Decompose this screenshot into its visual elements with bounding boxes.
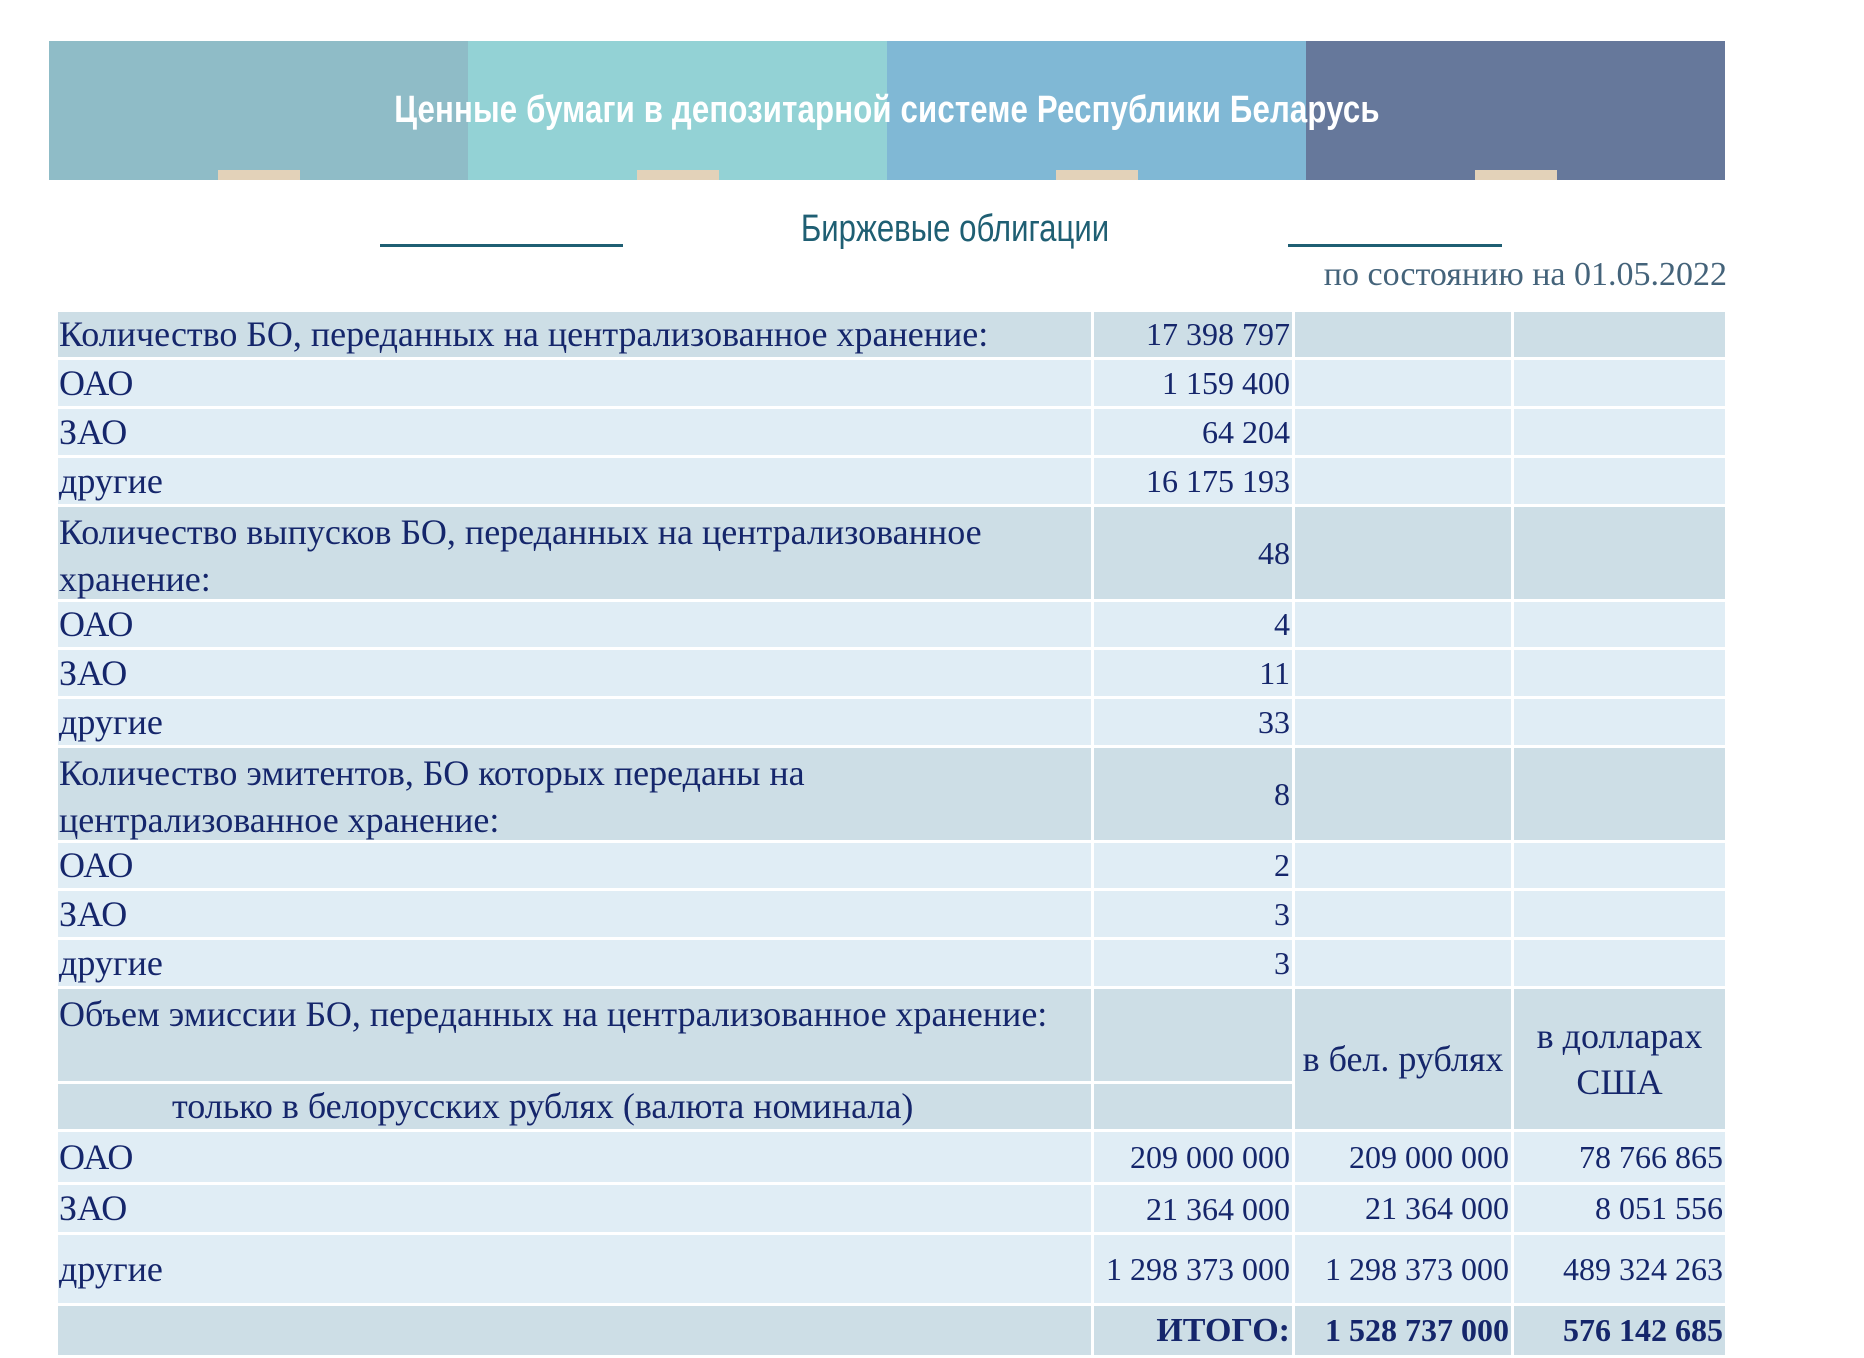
section-3-label: Количество эмитентов, БО которых переданы на централизованное хранение: [58,748,1094,843]
column-header-byn: в бел. рублях [1295,989,1514,1132]
empty-cell [1514,507,1725,602]
total-usd: 576 142 685 [1514,1306,1725,1358]
column-header-usd: в долларах США [1514,989,1725,1132]
empty-cell [1295,360,1514,409]
section-4-row-other: другие [58,1235,1094,1306]
section-2-row-oao-value: 4 [1094,602,1295,650]
section-4-row-zao-byn: 21 364 000 [1295,1185,1514,1235]
empty-cell [1514,409,1725,458]
section-2-value: 48 [1094,507,1295,602]
empty-cell [1094,989,1295,1084]
empty-cell [1295,843,1514,891]
empty-cell [1514,360,1725,409]
empty-cell [1295,891,1514,940]
section-3-row-oao-value: 2 [1094,843,1295,891]
empty-cell [1295,409,1514,458]
header-banner [49,41,1725,180]
section-1-row-oao-value: 1 159 400 [1094,360,1295,409]
section-subtitle: Биржевые облигации [800,208,1110,250]
empty-cell [1514,891,1725,940]
section-1-label: Количество БО, переданных на централизованное хранение: [58,312,1094,360]
empty-cell [1295,699,1514,748]
stats-table [58,312,1725,1358]
section-1-row-other: другие [58,458,1094,507]
section-4-row-other-byn: 1 298 373 000 [1295,1235,1514,1306]
section-4-row-other-value: 1 298 373 000 [1094,1235,1295,1306]
section-1-value: 17 398 797 [1094,312,1295,360]
section-2-row-zao: ЗАО [58,650,1094,699]
total-byn: 1 528 737 000 [1295,1306,1514,1358]
section-4-row-oao: ОАО [58,1132,1094,1185]
section-4-row-other-usd: 489 324 263 [1514,1235,1725,1306]
empty-cell [1295,650,1514,699]
empty-cell [1295,507,1514,602]
section-4-row-zao-usd: 8 051 556 [1514,1185,1725,1235]
empty-cell [1514,699,1725,748]
section-1-row-oao: ОАО [58,360,1094,409]
empty-cell [58,1306,1094,1358]
total-label: ИТОГО: [1094,1306,1295,1358]
section-3-row-zao-value: 3 [1094,891,1295,940]
section-2-row-oao: ОАО [58,602,1094,650]
section-3-row-other-value: 3 [1094,940,1295,989]
as-of-date: по состоянию на 01.05.2022 [1323,256,1727,293]
section-2-row-zao-value: 11 [1094,650,1295,699]
section-2-row-other-value: 33 [1094,699,1295,748]
empty-cell [1514,650,1725,699]
empty-cell [1514,748,1725,843]
section-4-row-oao-value: 209 000 000 [1094,1132,1295,1185]
empty-cell [1295,940,1514,989]
section-3-value: 8 [1094,748,1295,843]
empty-cell [1514,602,1725,650]
section-3-row-other: другие [58,940,1094,989]
empty-cell [1295,602,1514,650]
subtitle-rule-right [1288,244,1502,247]
empty-cell [1295,312,1514,360]
empty-cell [1514,312,1725,360]
section-1-row-other-value: 16 175 193 [1094,458,1295,507]
section-4-row-oao-usd: 78 766 865 [1514,1132,1725,1185]
section-4-row-zao-value: 21 364 000 [1094,1185,1295,1235]
empty-cell [1295,458,1514,507]
section-4-sublabel: только в белорусских рублях (валюта номинала) [58,1084,1094,1132]
page-title: Ценные бумаги в депозитарной системе Республики Беларусь [394,89,1380,131]
section-1-row-zao: ЗАО [58,409,1094,458]
subtitle-rule-left [380,244,623,247]
empty-cell [1295,748,1514,843]
empty-cell [1514,458,1725,507]
section-2-label: Количество выпусков БО, переданных на централизованное хранение: [58,507,1094,602]
section-3-row-oao: ОАО [58,843,1094,891]
section-4-row-zao: ЗАО [58,1185,1094,1235]
section-2-row-other: другие [58,699,1094,748]
section-3-row-zao: ЗАО [58,891,1094,940]
empty-cell [1094,1084,1295,1132]
section-4-row-oao-byn: 209 000 000 [1295,1132,1514,1185]
empty-cell [1514,940,1725,989]
empty-cell [1514,843,1725,891]
section-1-row-zao-value: 64 204 [1094,409,1295,458]
section-4-label: Объем эмиссии БО, переданных на централизованное хранение: [58,989,1094,1084]
